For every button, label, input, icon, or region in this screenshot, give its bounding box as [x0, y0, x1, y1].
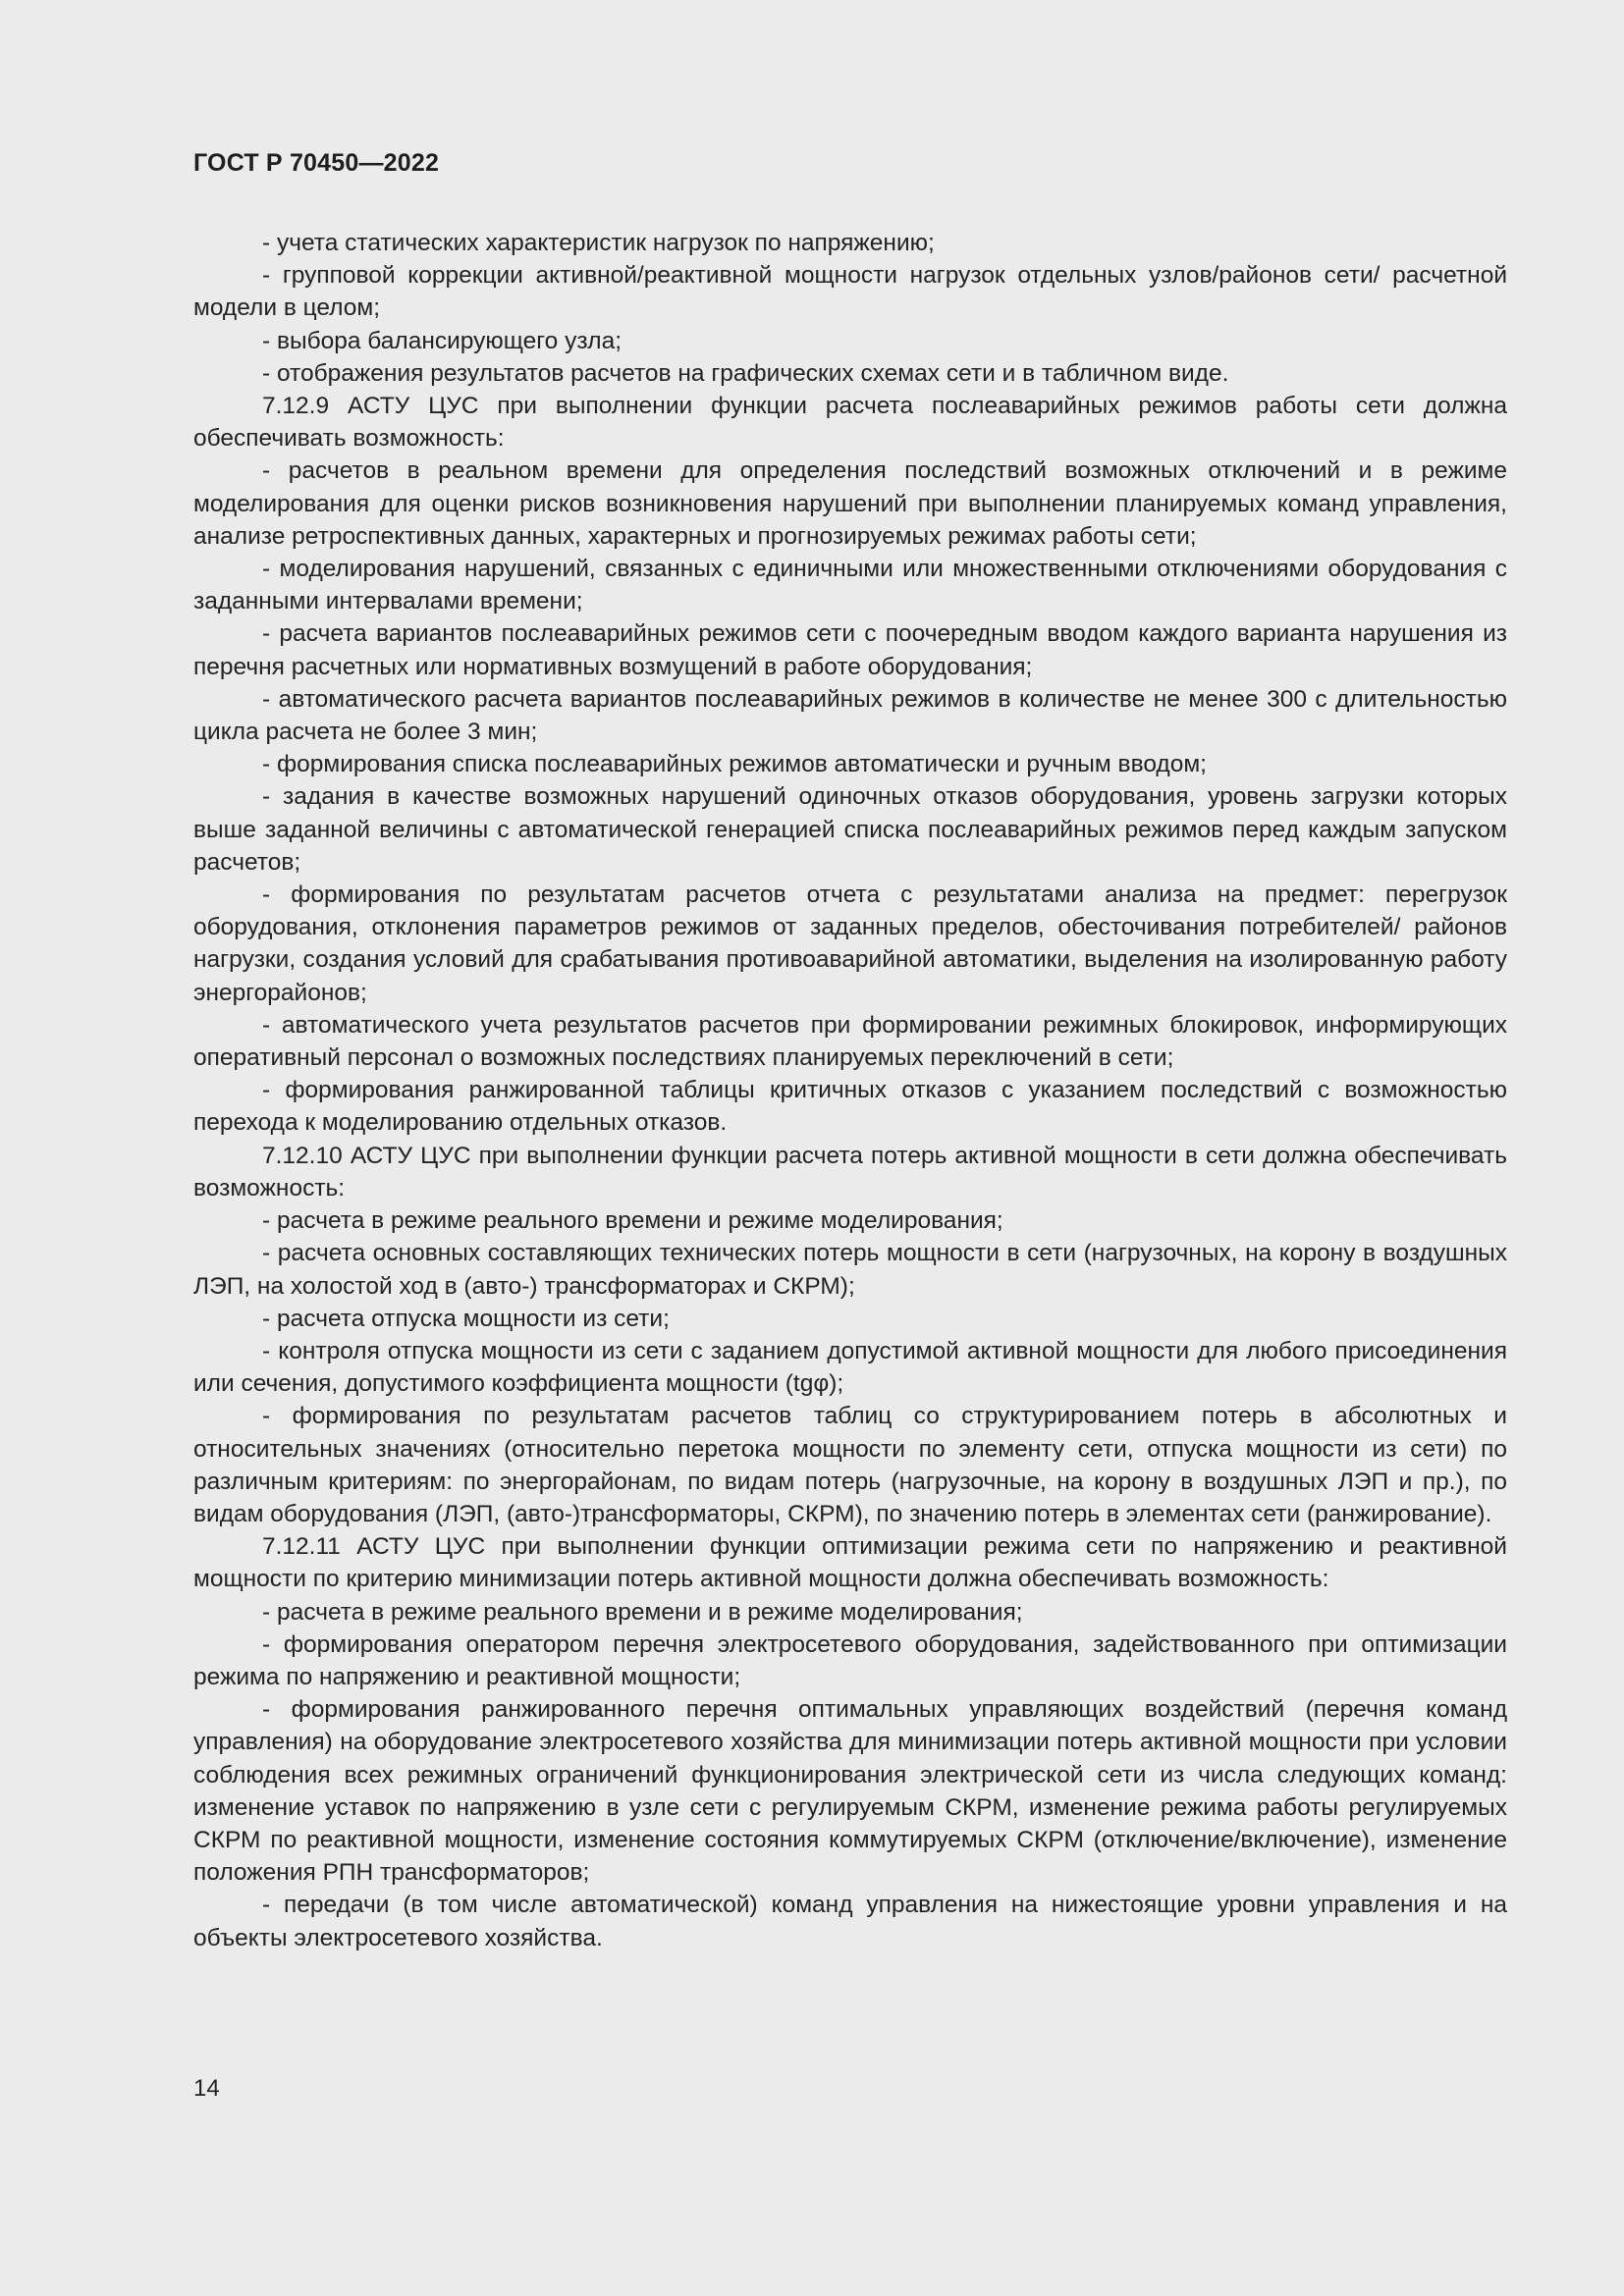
list-item: - формирования оператором перечня электросетевого оборудования, задействованного при оптимизации режима по напряжению и реактивной мощности;	[193, 1630, 1507, 1690]
list-item: - контроля отпуска мощности из сети с заданием допустимой активной мощности для любого присоединения или сечения, допустимого коэффициента мощности (tgφ);	[193, 1337, 1507, 1398]
list-item: - учета статических характеристик нагрузок по напряжению;	[262, 230, 935, 256]
list-item: - расчета в режиме реального времени и в режиме моделирования;	[262, 1598, 1023, 1626]
page-number: 14	[193, 2075, 220, 2102]
list-item: - задания в качестве возможных нарушений одиночных отказов оборудования, уровень загрузки которых выше заданной величины с автоматической генерацией списка послеаварийных режимов перед каждым запуском расчетов;	[193, 783, 1507, 876]
standard-header: ГОСТ Р 70450—2022	[193, 149, 440, 177]
list-item: - отображения результатов расчетов на графических схемах сети и в табличном виде.	[262, 359, 1229, 387]
list-item: - расчета основных составляющих технических потерь мощности в сети (нагрузочных, на корону в воздушных ЛЭП, на холостой ход в (авто-) трансформаторах и СКРМ);	[193, 1240, 1507, 1300]
list-item: - расчета отпуска мощности из сети;	[262, 1305, 670, 1332]
list-item: - формирования ранжированного перечня оптимальных управляющих воздействий (перечня команд управления) на оборудование электросетевого хозяйства для минимизации потерь активной мощности при условии соблюдения всех режимных ограничений функционирования электрической сети из числа следующих команд: изменение уставок по напряжению в узле сети с регулируемым СКРМ, изменение режима работы регулируемых СКРМ по реактивной мощности, изменение состояния коммутируемых СКРМ (отключение/включение), изменение положения РПН трансформаторов;	[193, 1696, 1507, 1887]
document-body	[193, 227, 1507, 1954]
list-item: - формирования ранжированной таблицы критичных отказов с указанием последствий с возможностью перехода к моделированию отдельных отказов.	[193, 1077, 1507, 1137]
list-item: - формирования списка послеаварийных режимов автоматически и ручным вводом;	[262, 751, 1207, 778]
list-item: - автоматического расчета вариантов послеаварийных режимов в количестве не менее 300 с длительностью цикла расчета не более 3 мин;	[193, 685, 1507, 746]
list-item: - моделирования нарушений, связанных с единичными или множественными отключениями оборудования с заданными интервалами времени;	[193, 556, 1507, 615]
list-item: - выбора балансирующего узла;	[262, 327, 623, 354]
list-item: - формирования по результатам расчетов таблиц со структурированием потерь в абсолютных и относительных значениях (относительно перетока мощности по элементу сети, отпуска мощности из сети) по различным критериям: по энергорайонам, по видам потерь (нагрузочные, на корону в воздушных ЛЭП и пр.), по видам оборудования (ЛЭП, (авто-)трансформаторы, СКРМ), по значению потерь в элементах сети (ранжирование).	[193, 1403, 1507, 1527]
list-item: - автоматического учета результатов расчетов при формировании режимных блокировок, информирующих оперативный персонал о возможных последствиях планируемых переключений в сети;	[193, 1011, 1507, 1072]
clause-paragraph: 7.12.9 АСТУ ЦУС при выполнении функции расчета послеаварийных режимов работы сети должна обеспечивать возможность:	[193, 393, 1507, 453]
list-item: - расчетов в реальном времени для определения последствий возможных отключений и в режиме моделирования для оценки рисков возникновения нарушений при выполнении планируемых команд управления, анализе ретроспективных данных, характерных и прогнозируемых режимах работы сети;	[193, 457, 1507, 550]
list-item: - расчета в режиме реального времени и режиме моделирования;	[262, 1207, 1003, 1235]
list-item: - передачи (в том числе автоматической) команд управления на нижестоящие уровни управления и на объекты электросетевого хозяйства.	[193, 1892, 1507, 1951]
list-item: - формирования по результатам расчетов отчета с результатами анализа на предмет: перегрузок оборудования, отклонения параметров режимов от заданных пределов, обесточивания потребителей/ районов нагрузки, создания условий для срабатывания противоаварийной автоматики, выделения на изолированную работу энергорайонов;	[193, 881, 1507, 1006]
list-item: - расчета вариантов послеаварийных режимов сети с поочередным вводом каждого варианта нарушения из перечня расчетных или нормативных возмущений в работе оборудования;	[193, 620, 1507, 680]
clause-paragraph: 7.12.10 АСТУ ЦУС при выполнении функции расчета потерь активной мощности в сети должна обеспечивать возможность:	[193, 1142, 1507, 1201]
list-item: - групповой коррекции активной/реактивной мощности нагрузок отдельных узлов/районов сети/ расчетной модели в целом;	[193, 262, 1507, 322]
clause-paragraph: 7.12.11 АСТУ ЦУС при выполнении функции оптимизации режима сети по напряжению и реактивной мощности по критерию минимизации потерь активной мощности должна обеспечивать возможность:	[193, 1533, 1507, 1593]
